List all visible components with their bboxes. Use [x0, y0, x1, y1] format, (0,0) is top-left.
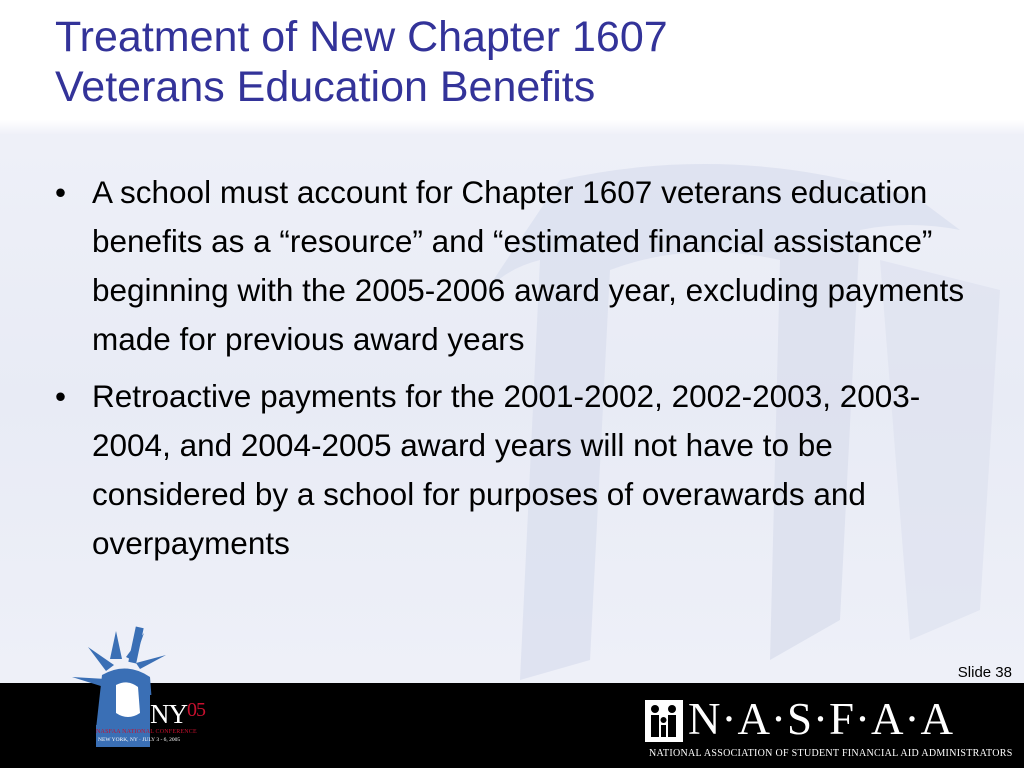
bullet-item [55, 168, 985, 364]
nasfaa-subtitle: NATIONAL ASSOCIATION OF STUDENT FINANCIAL AID ADMINISTRATORS [649, 748, 1013, 759]
bullet-marker: • [55, 174, 67, 210]
bullet-marker: • [55, 378, 67, 414]
conference-caption-line-1: NASFAA NATIONAL CONFERENCE [96, 729, 197, 735]
title-line-1: Treatment of New Chapter 1607 [55, 13, 668, 61]
nasfaa-people-icon [645, 700, 683, 742]
bullet-list [55, 168, 985, 576]
conference-caption-line-2: NEW YORK, NY · JULY 3 - 6, 2005 [98, 737, 181, 743]
slide-title [55, 12, 955, 112]
conference-logo-ny: NY [150, 699, 187, 729]
nasfaa-wordmark: N·A·S·F·A·A [688, 694, 954, 744]
conference-logo-mark [150, 699, 205, 730]
bullet-text: A school must account for Chapter 1607 veterans education benefits as a “resource” and “estimated financial assistance” beginning with the 2005-2006 award year, excluding payments made for previous award years [92, 174, 965, 357]
bullet-item [55, 372, 985, 568]
conference-logo-year: 05 [187, 699, 205, 721]
title-line-2: Veterans Education Benefits [55, 63, 596, 111]
bullet-text: Retroactive payments for the 2001-2002, 2002-2003, 2003-2004, and 2004-2005 award years will not have to be considered by a school for purposes of overawards and overpayments [92, 378, 921, 561]
slide-number: Slide 38 [957, 664, 1012, 681]
